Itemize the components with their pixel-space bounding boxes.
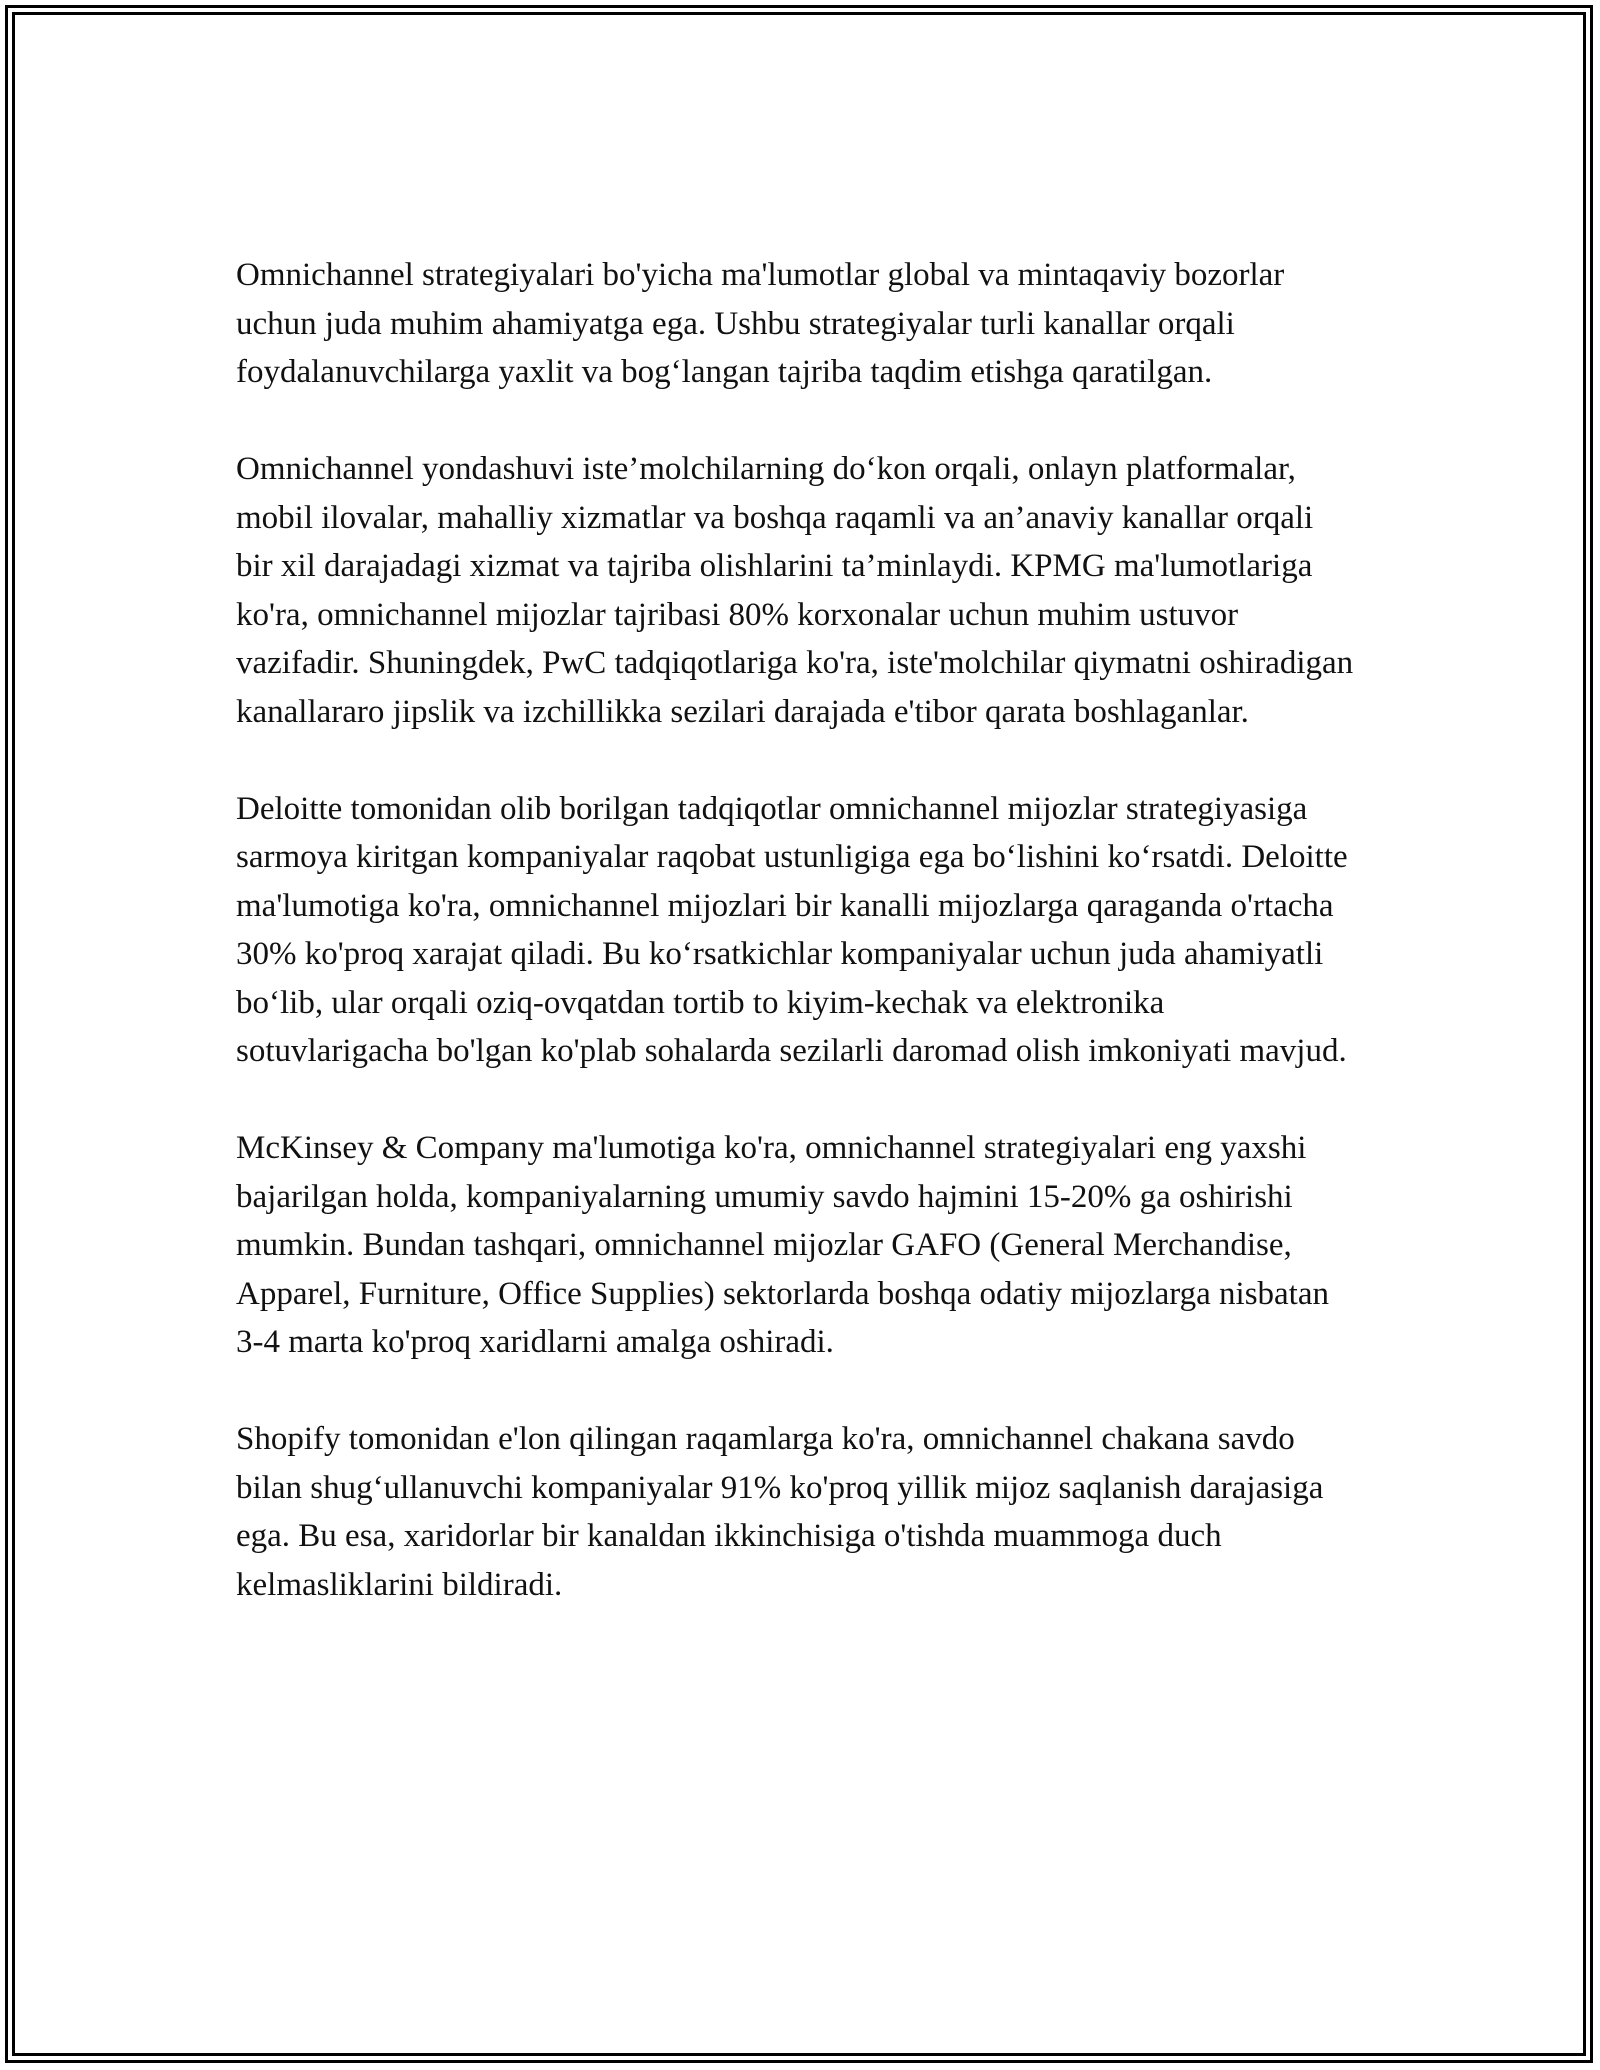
- paragraph-omnichannel-approach: Omnichannel yondashuvi iste’molchilarning do‘kon orqali, onlayn platformalar, mobil ilovalar, mahalliy xizmatlar va boshqa raqamli va an’anaviy kanallar orqali bir xil darajadagi xizmat va tajriba olishlarini ta’minlaydi. KPMG ma'lumotlariga ko'ra, omnichannel mijozlar tajribasi 80% korxonalar uchun muhim ustuvor vazifadir. Shuningdek, PwC tadqiqotlariga ko'ra, iste'molchilar qiymatni oshiradigan kanallararo jipslik va izchillikka sezilari darajada e'tibor qarata boshlaganlar.: [236, 451, 1354, 730]
- document-body: [236, 251, 1356, 1658]
- paragraph-deloitte-research: Deloitte tomonidan olib borilgan tadqiqotlar omnichannel mijozlar strategiyasiga sarmoya kiritgan kompaniyalar raqobat ustunligiga ega bo‘lishini ko‘rsatdi. Deloitte ma'lumotiga ko'ra, omnichannel mijozlari bir kanalli mijozlarga qaraganda o'rtacha 30% ko'proq xarajat qiladi. Bu ko‘rsatkichlar kompaniyalar uchun juda ahamiyatli bo‘lib, ular orqali oziq-ovqatdan tortib to kiyim-kechak va elektronika sotuvlarigacha bo'lgan ko'plab sohalarda sezilarli daromad olish imkoniyati mavjud.: [236, 790, 1348, 1069]
- paragraph-mckinsey-data: McKinsey & Company ma'lumotiga ko'ra, omnichannel strategiyalari eng yaxshi bajarilgan holda, kompaniyalarning umumiy savdo hajmini 15-20% ga oshirishi mumkin. Bundan tashqari, omnichannel mijozlar GAFO (General Merchandise, Apparel, Furniture, Office Supplies) sektorlarda boshqa odatiy mijozlarga nisbatan 3-4 marta ko'proq xaridlarni amalga oshiradi.: [236, 1130, 1329, 1360]
- paragraph-shopify-data: Shopify tomonidan e'lon qilingan raqamlarga ko'ra, omnichannel chakana savdo bilan shug‘ullanuvchi kompaniyalar 91% ko'proq yillik mijoz saqlanish darajasiga ega. Bu esa, xaridorlar bir kanaldan ikkinchisiga o'tishda muammoga duch kelmasliklarini bildiradi.: [236, 1421, 1324, 1603]
- paragraph-omnichannel-intro: Omnichannel strategiyalari bo'yicha ma'lumotlar global va mintaqaviy bozorlar uchun juda muhim ahamiyatga ega. Ushbu strategiyalar turli kanallar orqali foydalanuvchilarga yaxlit va bog‘langan tajriba taqdim etishga qaratilgan.: [236, 257, 1285, 390]
